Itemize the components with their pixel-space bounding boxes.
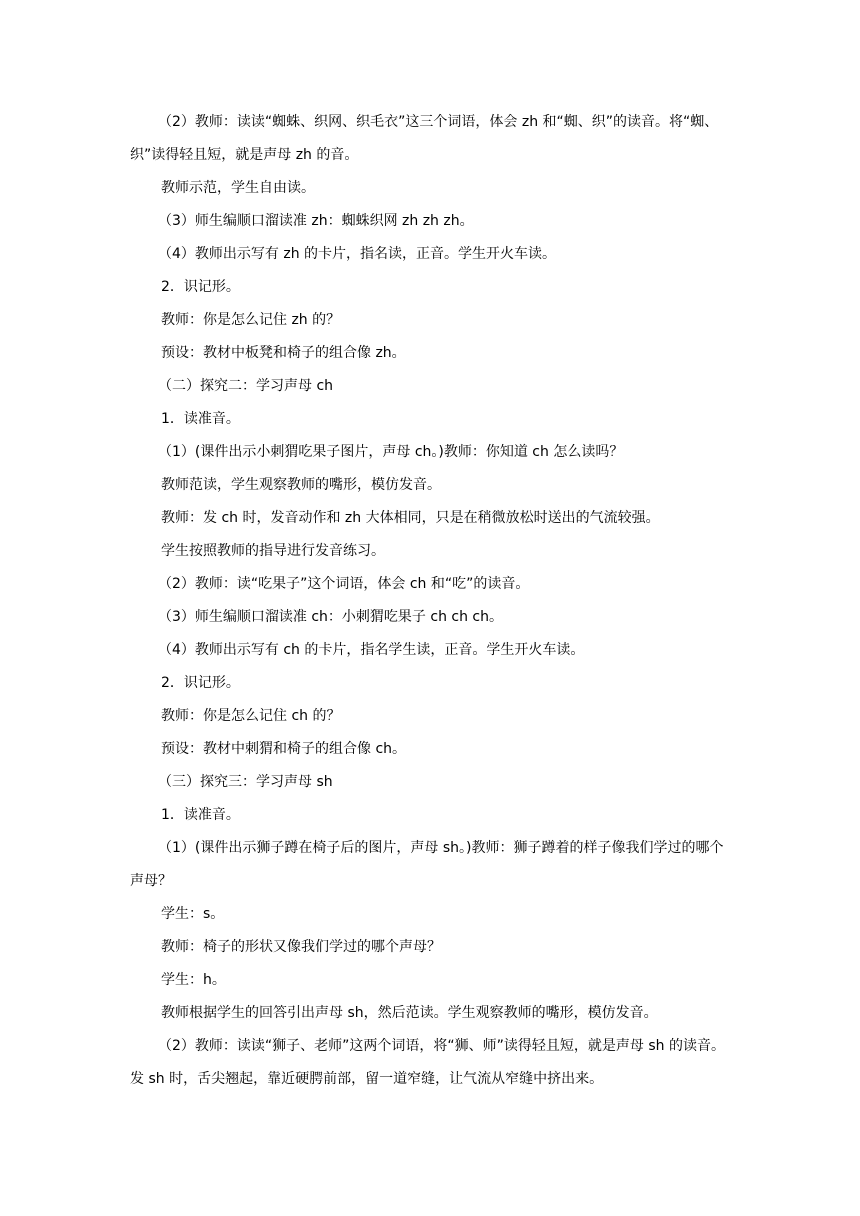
paragraph: （1）(课件出示小刺猬吃果子图片，声母 ch。)教师：你知道 ch 怎么读吗？ bbox=[158, 444, 624, 460]
paragraph: 预设：教材中板凳和椅子的组合像 zh。 bbox=[161, 345, 406, 361]
paragraph: （1）(课件出示狮子蹲在椅子后的图片，声母 sh。)教师：狮子蹲着的样子像我们学过的哪个声母？ bbox=[130, 840, 724, 889]
paragraph: 学生：s。 bbox=[161, 906, 225, 922]
paragraph: （3）师生编顺口溜读准 ch：小刺猬吃果子 ch ch ch。 bbox=[158, 609, 503, 625]
document-body bbox=[130, 106, 730, 1096]
paragraph: 教师：你是怎么记住 zh 的？ bbox=[161, 312, 341, 328]
section-heading: （二）探究二：学习声母 ch bbox=[158, 378, 334, 394]
section-heading: 1．读准音。 bbox=[161, 807, 240, 823]
paragraph: 预设：教材中刺猬和椅子的组合像 ch。 bbox=[161, 741, 407, 757]
paragraph: 教师：椅子的形状又像我们学过的哪个声母？ bbox=[161, 939, 441, 955]
section-heading: 1．读准音。 bbox=[161, 411, 240, 427]
paragraph: （4）教师出示写有 zh 的卡片，指名读，正音。学生开火车读。 bbox=[158, 246, 557, 262]
paragraph: （2）教师：读读“蜘蛛、织网、织毛衣”这三个词语，体会 zh 和“蜘、织”的读音。将“蜘、织”读得轻且短，就是声母 zh 的音。 bbox=[130, 114, 719, 163]
paragraph: 教师：发 ch 时，发音动作和 zh 大体相同，只是在稍微放松时送出的气流较强。 bbox=[161, 510, 660, 526]
section-heading: （三）探究三：学习声母 sh bbox=[158, 774, 333, 790]
paragraph: （2）教师：读“吃果子”这个词语，体会 ch 和“吃”的读音。 bbox=[158, 576, 530, 592]
paragraph: 教师范读，学生观察教师的嘴形，模仿发音。 bbox=[161, 477, 441, 493]
section-heading: 2．识记形。 bbox=[161, 675, 240, 691]
paragraph: （4）教师出示写有 ch 的卡片，指名学生读，正音。学生开火车读。 bbox=[158, 642, 585, 658]
paragraph: 教师示范，学生自由读。 bbox=[161, 180, 315, 196]
paragraph: 教师：你是怎么记住 ch 的？ bbox=[161, 708, 341, 724]
paragraph: 学生按照教师的指导进行发音练习。 bbox=[161, 543, 385, 559]
paragraph: （3）师生编顺口溜读准 zh：蜘蛛织网 zh zh zh。 bbox=[158, 213, 474, 229]
paragraph: （2）教师：读读“狮子、老师”这两个词语，将“狮、师”读得轻且短，就是声母 sh 的读音。发 sh 时，舌尖翘起，靠近硬腭前部，留一道窄缝，让气流从窄缝中挤出来。 bbox=[130, 1038, 725, 1087]
paragraph: 学生：h。 bbox=[161, 972, 226, 988]
paragraph: 教师根据学生的回答引出声母 sh，然后范读。学生观察教师的嘴形，模仿发音。 bbox=[161, 1005, 658, 1021]
section-heading: 2．识记形。 bbox=[161, 279, 240, 295]
